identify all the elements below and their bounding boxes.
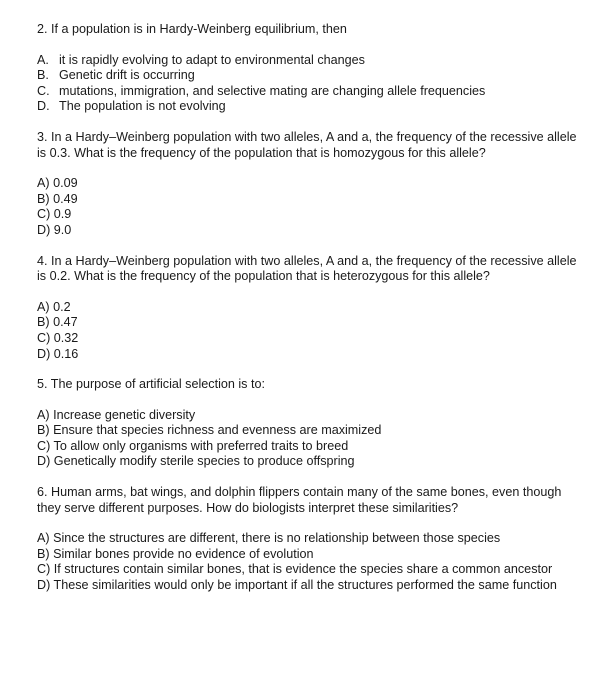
option-letter: B. <box>37 68 49 83</box>
answer-option-c: C) 0.32 <box>37 330 79 345</box>
answer-options <box>37 176 577 238</box>
answer-option-d: D) Genetically modify sterile species to produce offspring <box>37 454 355 469</box>
answer-options <box>37 531 577 593</box>
question-5 <box>37 377 577 470</box>
question-stem: 4. In a Hardy–Weinberg population with two alleles, A and a, the frequency of the recessive allele is 0.2. What is the frequency of the population that is heterozygous for this allele? <box>37 253 577 284</box>
question-3 <box>37 130 577 239</box>
question-stem: 5. The purpose of artificial selection is to: <box>37 377 265 392</box>
answer-options <box>37 53 577 115</box>
question-stem: 2. If a population is in Hardy-Weinberg equilibrium, then <box>37 22 347 36</box>
answer-option-a: A) 0.2 <box>37 299 71 314</box>
question-6 <box>37 485 577 594</box>
answer-option-c: C) 0.9 <box>37 207 72 222</box>
question-stem: 3. In a Hardy–Weinberg population with two alleles, A and a, the frequency of the recessive allele is 0.3. What is the frequency of the population that is homozygous for this allele? <box>37 129 577 160</box>
answer-option-c: C) To allow only organisms with preferred traits to breed <box>37 438 349 453</box>
option-text: Genetic drift is occurring <box>59 68 195 83</box>
answer-option-b: B) Ensure that species richness and evenness are maximized <box>37 423 382 438</box>
quiz-page <box>37 22 577 609</box>
answer-option-b: B) 0.47 <box>37 315 78 330</box>
question-2 <box>37 22 577 115</box>
question-stem: 6. Human arms, bat wings, and dolphin flippers contain many of the same bones, even though they serve different purposes. How do biologists interpret these similarities? <box>37 485 562 515</box>
answer-options <box>37 300 577 362</box>
answer-option-c: C) If structures contain similar bones, that is evidence the species share a common ancestor <box>37 562 553 577</box>
option-letter: C. <box>37 83 50 98</box>
answer-option-d: D) These similarities would only be important if all the structures performed the same function <box>37 578 557 593</box>
question-4 <box>37 254 577 363</box>
answer-option-a: A) Increase genetic diversity <box>37 407 196 422</box>
option-text: mutations, immigration, and selective mating are changing allele frequencies <box>59 83 486 98</box>
answer-option-a: A) 0.09 <box>37 176 78 191</box>
answer-option-c <box>37 84 577 100</box>
answer-option-d: D) 9.0 <box>37 222 72 237</box>
answer-option-a <box>37 53 577 69</box>
answer-option-b: B) Similar bones provide no evidence of evolution <box>37 546 314 561</box>
answer-option-b <box>37 68 577 84</box>
option-text: The population is not evolving <box>59 99 226 114</box>
option-letter: A. <box>37 52 49 67</box>
option-letter: D. <box>37 99 50 114</box>
answer-option-b: B) 0.49 <box>37 191 78 206</box>
answer-option-a: A) Since the structures are different, there is no relationship between those species <box>37 531 501 546</box>
answer-option-d: D) 0.16 <box>37 346 79 361</box>
option-text: it is rapidly evolving to adapt to environmental changes <box>59 52 365 67</box>
answer-options <box>37 408 577 470</box>
answer-option-d <box>37 99 577 115</box>
